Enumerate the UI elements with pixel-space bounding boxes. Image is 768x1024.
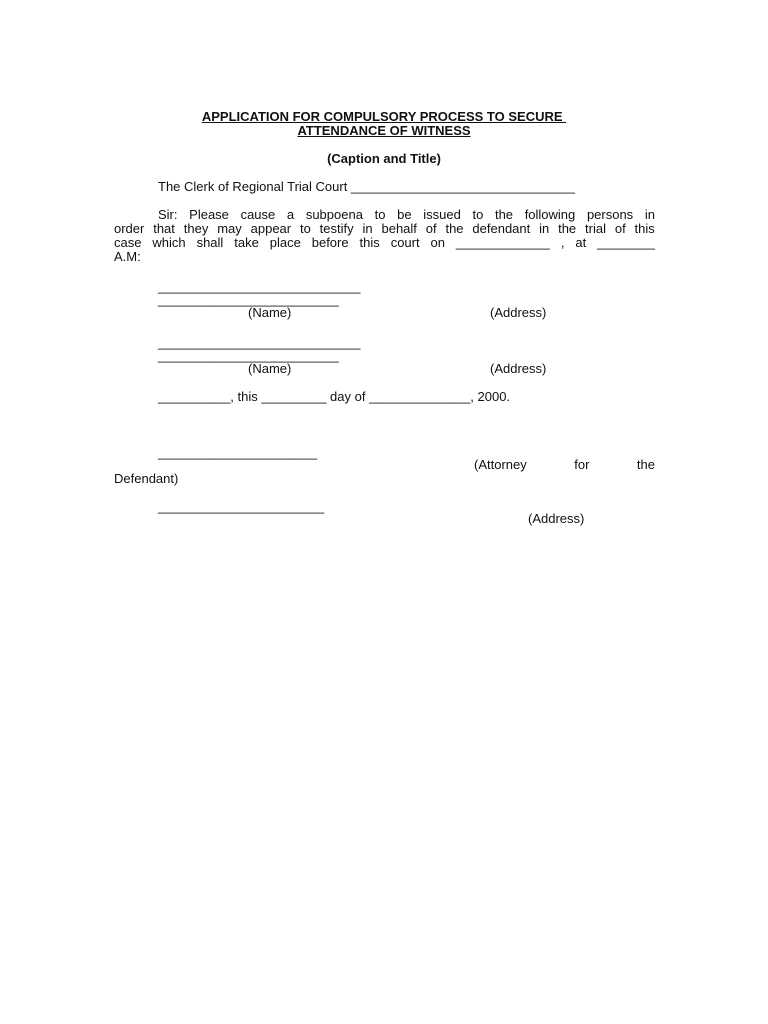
body-paragraph-line-1: [158, 208, 655, 222]
word: take: [234, 235, 259, 250]
witness-1-name-label: (Name): [248, 305, 292, 320]
word: may: [217, 221, 242, 236]
date-line: __________, this _________ day of ______________, 2000.: [158, 389, 511, 404]
clerk-address-line: The Clerk of Regional Trial Court _______________________________: [158, 179, 576, 194]
word: defendant: [472, 221, 531, 236]
word: ________: [597, 235, 655, 250]
word: persons: [586, 207, 634, 222]
word: which: [152, 235, 186, 250]
document-title-line-2: ATTENDANCE OF WITNESS: [297, 123, 471, 138]
body-paragraph-line-2: [114, 222, 655, 236]
word: behalf: [381, 221, 417, 236]
word: before: [311, 235, 349, 250]
witness-2-name-label: (Name): [248, 361, 292, 376]
defendant-label: Defendant): [114, 471, 179, 486]
word: ,: [560, 235, 565, 250]
word: the: [445, 221, 464, 236]
word: to: [299, 221, 311, 236]
signature-blank-line: ______________________: [158, 445, 318, 460]
witness-2-address-label: (Address): [490, 361, 547, 376]
word: (Attorney: [474, 457, 527, 472]
word: to: [472, 207, 484, 222]
word: this: [359, 235, 380, 250]
word: a: [286, 207, 295, 222]
witness-1-blank-line-2: _________________________: [158, 292, 339, 307]
word: case: [114, 235, 142, 250]
word: cause: [240, 207, 276, 222]
word: for: [574, 457, 590, 472]
word: in: [644, 207, 655, 222]
word: place: [269, 235, 301, 250]
word: the: [636, 457, 655, 472]
word: at: [575, 235, 587, 250]
word: subpoena: [305, 207, 363, 222]
word: be: [397, 207, 412, 222]
witness-2-blank-line-2: _________________________: [158, 348, 339, 363]
word: order: [114, 221, 145, 236]
word: the: [558, 221, 577, 236]
word: to: [374, 207, 386, 222]
word: that: [153, 221, 175, 236]
word: Please: [189, 207, 229, 222]
word: appear: [250, 221, 292, 236]
attorney-address-label: (Address): [528, 511, 585, 526]
word: trial: [585, 221, 606, 236]
word: of: [425, 221, 437, 236]
word: they: [183, 221, 209, 236]
word: the: [494, 207, 514, 222]
witness-1-address-label: (Address): [490, 305, 547, 320]
word: shall: [196, 235, 224, 250]
word: following: [524, 207, 576, 222]
document-title-line-1: APPLICATION FOR COMPULSORY PROCESS TO SECURE: [201, 109, 567, 124]
word: issued: [423, 207, 461, 222]
witness-2-blank-line-1: ____________________________: [158, 335, 361, 350]
word: in: [539, 221, 550, 236]
body-paragraph-line-4: A.M:: [114, 249, 141, 264]
word: this: [634, 221, 655, 236]
caption-heading: (Caption and Title): [327, 151, 441, 166]
word: court: [390, 235, 420, 250]
word: Sir:: [158, 207, 178, 222]
attorney-address-blank-line: _______________________: [158, 499, 325, 514]
word: on: [430, 235, 445, 250]
witness-1-blank-line-1: ____________________________: [158, 279, 361, 294]
attorney-label-line: [474, 458, 655, 472]
word: in: [362, 221, 373, 236]
word: of: [614, 221, 626, 236]
word: testify: [319, 221, 354, 236]
word: _____________: [455, 235, 550, 250]
body-paragraph-line-3: [114, 236, 655, 250]
